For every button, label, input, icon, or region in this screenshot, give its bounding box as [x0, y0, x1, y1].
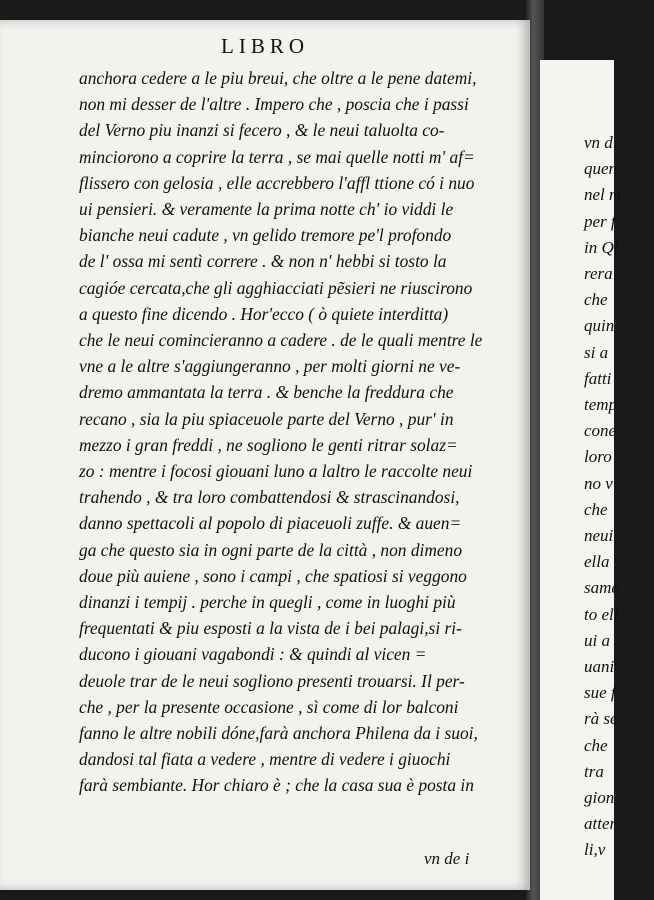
text-line: mezzo i gran freddi , ne sogliono le genti ritrar solaz= — [79, 434, 458, 455]
text-line: che , per la presente occasione , sì come di lor balconi — [79, 696, 459, 717]
text-line: che — [584, 290, 608, 310]
text-line: doue più auiene , sono i campi , che spatiosi si veggono — [79, 565, 467, 586]
text-line: uani — [584, 657, 615, 677]
text-line: che — [584, 735, 608, 755]
text-line: trahendo , & tra loro combattendosi & strascinandosi, — [79, 487, 460, 508]
text-line: farà sembiante. Hor chiaro è ; che la casa sua è posta in — [79, 775, 474, 796]
text-line: bianche neui cadute , vn gelido tremore pe'l profondo — [79, 225, 452, 246]
catchword: vn de i — [424, 849, 470, 868]
text-line: li,v — [584, 840, 606, 860]
text-line: to ell — [584, 604, 619, 624]
text-line: ui a — [584, 630, 610, 650]
text-line: nel m — [584, 185, 622, 205]
text-line: recano , sia la piu spiaceuole parte del Verno , pur' in — [79, 408, 454, 429]
text-line: frequentati & piu esposti a la vista de i bei palagi,si ri- — [79, 618, 462, 639]
text-line: rera — [584, 264, 613, 284]
text-line: same — [584, 578, 619, 598]
text-line: neui — [584, 526, 614, 546]
text-line: flissero con gelosia , elle accrebbero l'affl ttione có i nuo — [79, 172, 475, 193]
text-line: vne a le altre s'aggiungeranno , per molti giorni ne ve- — [79, 356, 461, 377]
text-line: ducono i giouani vagabondi : & quindi al vicen = — [79, 644, 427, 665]
text-line: dandosi tal fiata a vedere , mentre di vedere i giuochi — [79, 749, 451, 770]
right-page-text — [584, 130, 654, 864]
text-line: danno spettacoli al popolo di piaceuoli zuffe. & auen= — [79, 513, 462, 534]
text-line: cone — [584, 421, 617, 441]
text-line: ui pensieri. & veramente la prima notte ch' io viddi le — [79, 199, 454, 220]
text-line: anchora cedere a le piu breui, che oltre a le pene datemi, — [79, 68, 477, 88]
text-line: de l' ossa mi sentì correre . & non n' hebbi si tosto la — [79, 251, 447, 272]
left-page-text — [79, 65, 519, 799]
text-line: tra — [584, 761, 604, 781]
text-line: atter — [584, 814, 617, 834]
text-line: che le neui comincieranno a cadere . de le quali mentre le — [79, 330, 483, 351]
text-line: si a — [584, 342, 609, 362]
text-line: per f — [584, 211, 616, 231]
text-line: temp — [584, 395, 618, 415]
text-line: a questo fine dicendo . Hor'ecco ( ò quiete interditta) — [79, 303, 449, 324]
text-line: loro — [584, 447, 612, 467]
text-line: minciorono a coprire la terra , se mai quelle notti m' af= — [79, 146, 475, 167]
text-line: quin — [584, 316, 615, 336]
text-line: ella — [584, 552, 610, 572]
text-line: fatti — [584, 368, 612, 388]
text-line: che — [584, 499, 608, 519]
text-line: ga che questo sia in ogni parte de la città , non dimeno — [79, 539, 463, 560]
text-line: quen — [584, 159, 618, 179]
text-line: non mi desser de l'altre . Impero che , poscia che i passi — [79, 94, 469, 115]
text-line: vn d — [584, 133, 613, 152]
text-line: deuole trar de le neui sogliono presenti trouarsi. Il per- — [79, 670, 465, 691]
text-line: rà se — [584, 709, 618, 729]
text-line: in Ql — [584, 237, 619, 257]
running-header: LIBRO — [221, 34, 309, 58]
text-line: sue f — [584, 683, 616, 703]
text-line: gion — [584, 788, 615, 808]
text-line: cagióe cercata,che gli agghiacciati pẽsieri ne riuscirono — [79, 277, 473, 298]
text-line: fanno le altre nobili dóne,farà anchora Philena da i suoi, — [79, 723, 478, 744]
text-line: del Verno piu inanzi si fecero , & le neui taluolta co- — [79, 120, 445, 141]
text-line: zo : mentre i focosi giouani luno a laltro le raccolte neui — [79, 461, 473, 482]
text-line: dremo ammantata la terra . & benche la freddura che — [79, 382, 454, 403]
text-line: dinanzi i tempij . perche in quegli , come in luoghi più — [79, 592, 456, 613]
text-line: no v — [584, 473, 613, 493]
right-page — [540, 60, 622, 900]
